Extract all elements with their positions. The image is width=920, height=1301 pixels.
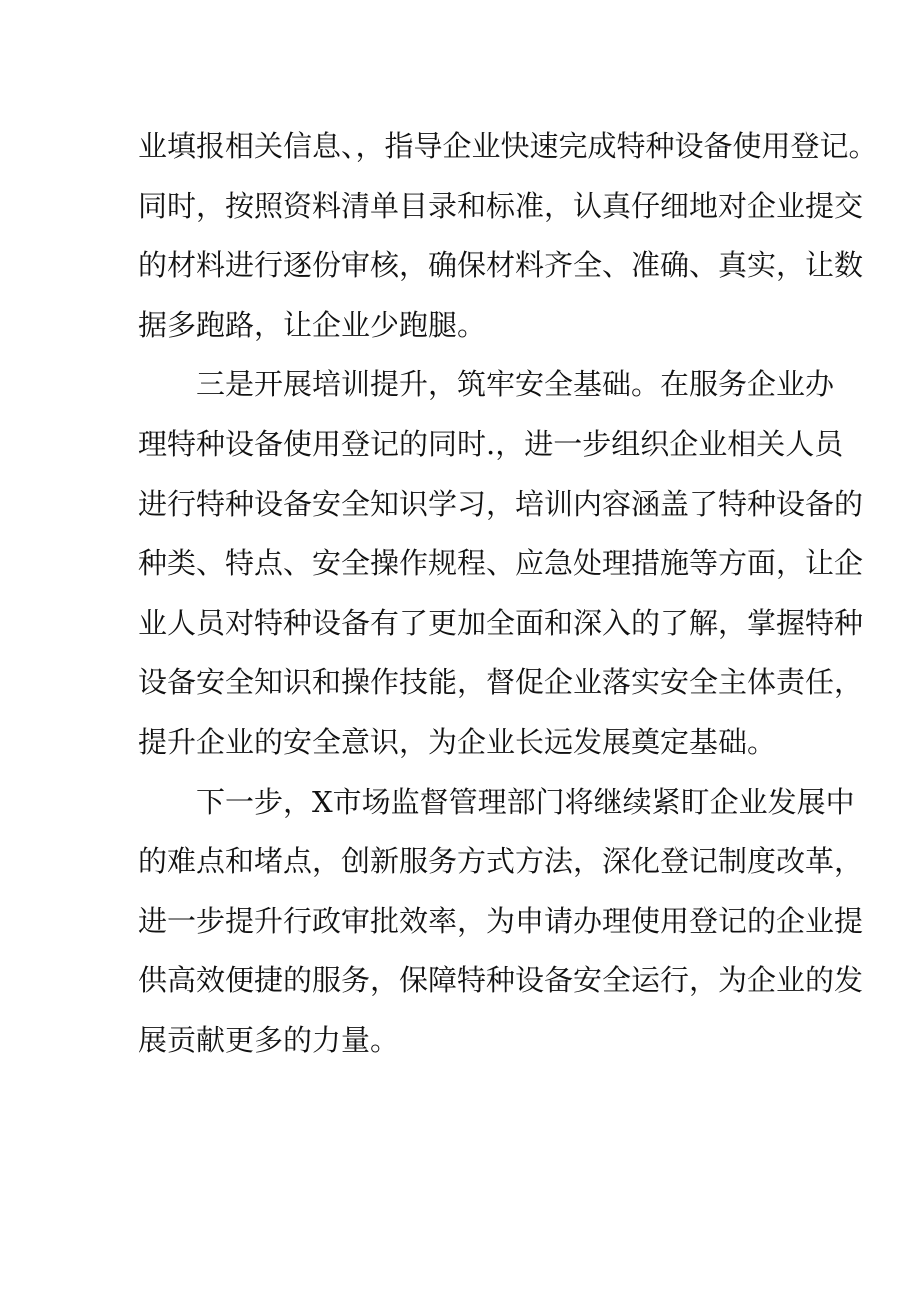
text-line: 进一步提升行政审批效率，为申请办理使用登记的企业提 <box>138 903 864 938</box>
text-line: 业人员对特种设备有了更加全面和深入的了解，掌握特种 <box>138 605 864 640</box>
text-line: 下一步，X市场监督管理部门将继续紧盯企业发展中 <box>196 784 855 819</box>
paragraph-continuation <box>138 117 878 355</box>
text-line: 展贡献更多的力量。 <box>138 1022 400 1057</box>
paragraph-next-step <box>138 773 864 1071</box>
paragraph-training <box>138 355 864 772</box>
text-line: 同时，按照资料清单目录和标准，认真仔细地对企业提交 <box>138 188 864 223</box>
text-line: 的材料进行逐份审核，确保材料齐全、准确、真实，让数 <box>138 248 864 283</box>
text-line: 设备安全知识和操作技能，督促企业落实安全主体责任， <box>138 665 864 700</box>
text-line: 理特种设备使用登记的同时.，进一步组织企业相关人员 <box>138 426 844 461</box>
text-line: 三是开展培训提升，筑牢安全基础。在服务企业办 <box>196 367 835 402</box>
text-line: 进行特种设备安全知识学习，培训内容涵盖了特种设备的 <box>138 486 864 521</box>
text-line: 据多跑路，让企业少跑腿。 <box>138 307 487 342</box>
text-line: 的难点和堵点，创新服务方式方法，深化登记制度改革， <box>138 844 864 879</box>
text-line: 种类、特点、安全操作规程、应急处理措施等方面，让企 <box>138 546 864 581</box>
text-line: 提升企业的安全意识，为企业长远发展奠定基础。 <box>138 724 777 759</box>
text-line: 业填报相关信息、，指导企业快速完成特种设备使用登记。 <box>138 129 878 163</box>
document-body <box>138 117 878 1071</box>
text-line: 供高效便捷的服务，保障特种设备安全运行，为企业的发 <box>138 963 864 998</box>
